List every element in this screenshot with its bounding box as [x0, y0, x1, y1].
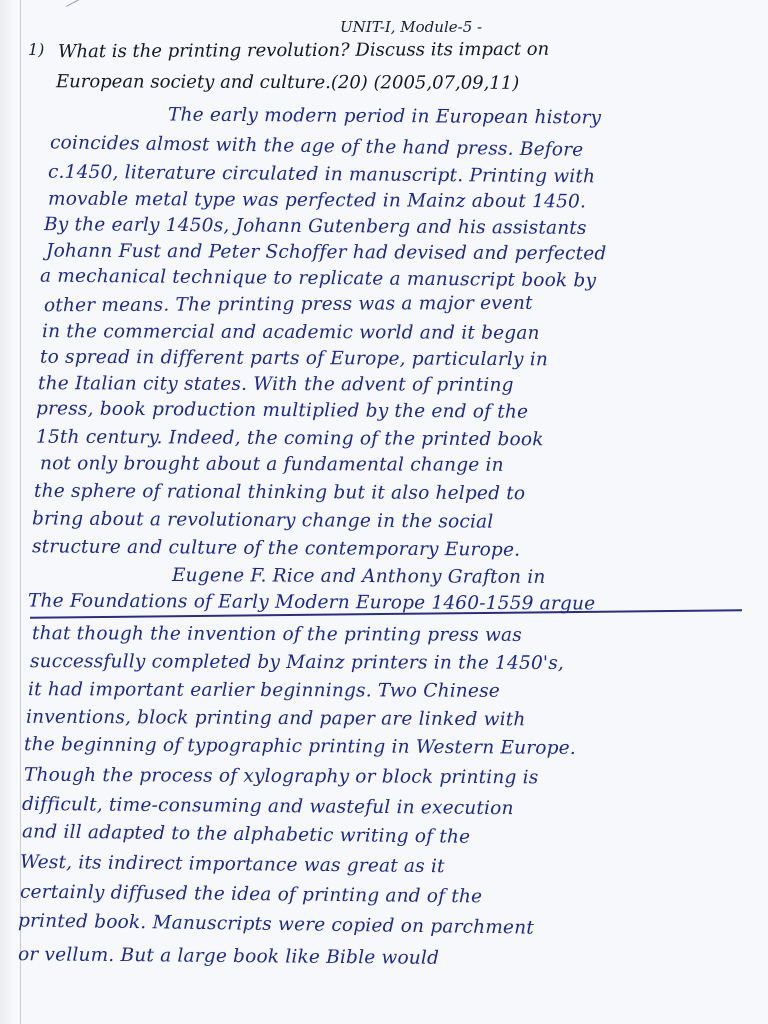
- answer-line: in the commercial and academic world and it began: [41, 321, 540, 344]
- answer-line: Though the process of xylography or block printing is: [23, 764, 539, 789]
- corner-pen-mark: [66, 0, 124, 32]
- answer-line: other means. The printing press was a major event: [43, 292, 533, 317]
- answer-line: not only brought about a fundamental change in: [39, 453, 504, 476]
- answer-line: a mechanical technique to replicate a manuscript book by: [39, 265, 597, 292]
- answer-line: successfully completed by Mainz printers in the 1450's,: [29, 651, 565, 674]
- answer-line: and ill adapted to the alphabetic writing of the: [21, 821, 471, 848]
- answer-line: By the early 1450s, Johann Gutenberg and his assistants: [43, 214, 587, 239]
- question-number: 1): [28, 40, 45, 59]
- answer-line: the Italian city states. With the advent of printing: [37, 373, 514, 396]
- answer-line: inventions, block printing and paper are linked with: [25, 706, 526, 731]
- answer-line: the sphere of rational thinking but it also helped to: [33, 480, 526, 505]
- answer-line: it had important earlier beginnings. Two Chinese: [27, 679, 500, 702]
- answer-line: Eugene F. Rice and Anthony Grafton in: [171, 565, 546, 588]
- answer-line: certainly diffused the idea of printing and of the: [19, 881, 483, 908]
- answer-line: West, its indirect importance was great as it: [19, 851, 445, 878]
- answer-line: c.1450, literature circulated in manuscript. Printing with: [47, 161, 596, 188]
- answer-line: bring about a revolutionary change in the social: [31, 508, 494, 533]
- answer-line: the beginning of typographic printing in Western Europe.: [23, 734, 577, 759]
- question-line-1: What is the printing revolution? Discuss its impact on: [57, 38, 550, 63]
- reference-title-line: The Foundations of Early Modern Europe 1460-1559 argue: [27, 590, 596, 615]
- answer-line: coincides almost with the age of the hand press. Before: [49, 132, 584, 161]
- answer-line: or vellum. But a large book like Bible would: [17, 944, 440, 969]
- answer-line: Johann Fust and Peter Schoffer had devised and perfected: [45, 240, 607, 265]
- question-line-2: European society and culture.(20) (2005,07,09,11): [55, 71, 520, 94]
- answer-line: movable metal type was perfected in Mainz about 1450.: [47, 188, 587, 213]
- answer-line: The early modern period in European history: [167, 104, 602, 129]
- answer-line: press, book production multiplied by the end of the: [35, 398, 529, 423]
- answer-line: 15th century. Indeed, the coming of the printed book: [35, 426, 544, 451]
- unit-module-heading: UNIT-I, Module-5 -: [340, 18, 483, 36]
- answer-line: printed book. Manuscripts were copied on parchment: [17, 910, 535, 939]
- answer-line: difficult, time-consuming and wasteful in execution: [21, 793, 514, 820]
- answer-line: to spread in different parts of Europe, particularly in: [39, 346, 549, 371]
- answer-line: structure and culture of the contemporary Europe.: [31, 536, 521, 561]
- answer-line: that though the invention of the printing press was: [31, 623, 523, 646]
